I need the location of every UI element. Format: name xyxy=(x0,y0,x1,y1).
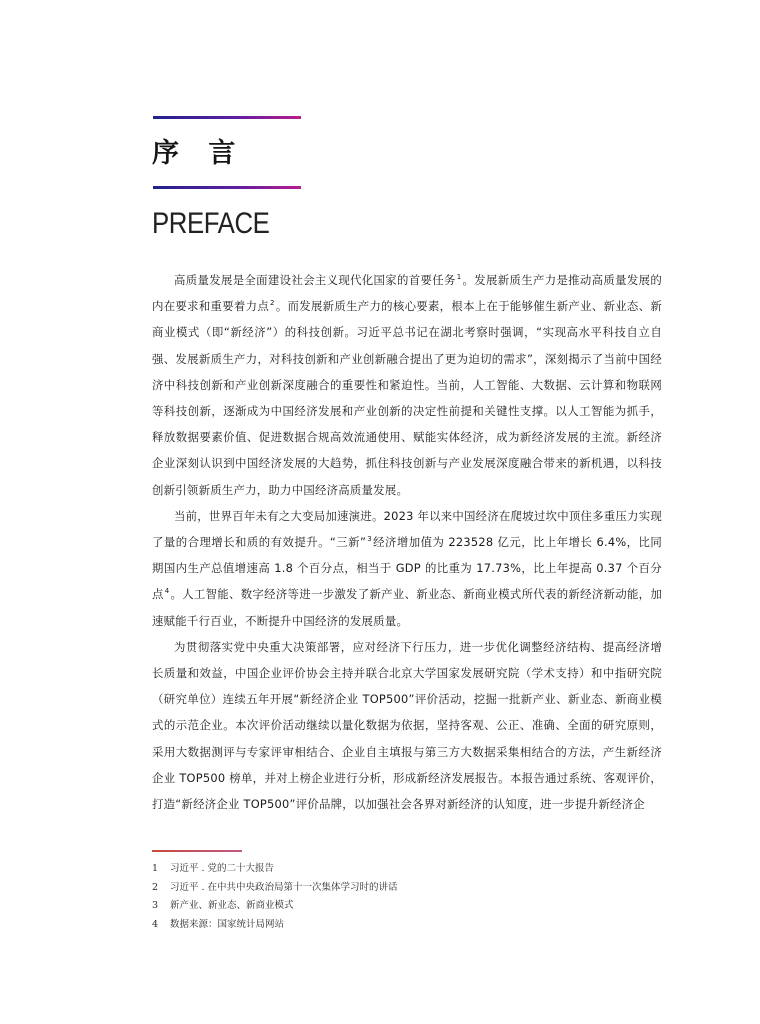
footnotes-list xyxy=(152,860,398,934)
footnote-number: 4 xyxy=(152,918,159,930)
paragraph-text: 。人工智能、数字经济等进一步激发了新产业、新业态、新商业模式所代表的新经济新动能，加速赋能千行百业，不断提升中国经济的发展质量。 xyxy=(152,587,662,628)
paragraph-text: 高质量发展是全面建设社会主义现代化国家的首要任务 xyxy=(174,273,456,287)
title-bottom-rule xyxy=(153,186,301,189)
footnote-item xyxy=(152,897,398,916)
paragraph-3 xyxy=(152,634,662,817)
paragraph-1 xyxy=(152,267,662,503)
footnote-divider xyxy=(152,850,242,852)
preface-body xyxy=(152,267,662,817)
footnote-item xyxy=(152,860,398,879)
footnote-number: 3 xyxy=(152,900,159,911)
footnote-number: 2 xyxy=(152,881,159,893)
paragraph-2 xyxy=(152,503,662,634)
footnote-text: 数据来源：国家统计局网站 xyxy=(170,918,285,930)
footnote-text: 习近平 . 党的二十大报告 xyxy=(170,863,275,874)
paragraph-text: 为贯彻落实党中央重大决策部署，应对经济下行压力，进一步优化调整经济结构、提高经济增长质量和效益，中国企业评价协会主持并联合北京大学国家发展研究院（学术支持）和中指研究院（研究单位）连续五年开展“新经济企业 TOP500”评价活动，挖掘一批新产业、新业态、新商业模式的示范企业。本次评价活动继续以量化数据为依据，坚持客观、公正、准确、全面的研究原则，采用大数据测评与专家评审相结合、企业自主填报与第三方大数据采集相结合的方法，产生新经济企业 TOP500 榜单，并对上榜企业进行分析，形成新经济发展报告。本报告通过系统、客观评价，打造“新经济企业 TOP500”评价品牌，以加强社会各界对新经济的认知度，进一步提升新经济企 xyxy=(152,639,662,812)
paragraph-text: 。发展新质生产力是推动高质量发展的内在要求和重要着力点 xyxy=(152,273,662,314)
paragraph-text: 当前，世界百年未有之大变局加速演进。2023 年以来中国经济在爬坡过坎中顶住多重压力实现了量的合理增长和质的有效提升。“三新” xyxy=(152,508,662,550)
paragraph-text: 。而发展新质生产力的核心要素，根本上在于能够催生新产业、新业态、新商业模式（即“新经济”）的科技创新。习近平总书记在湖北考察时强调，“实现高水平科技自立自强、发展新质生产力，对科技创新和产业创新融合提出了更为迫切的需求”，深刻揭示了当前中国经济中科技创新和产业创新深度融合的重要性和紧迫性。当前，人工智能、大数据、云计算和物联网等科技创新，逐渐成为中国经济发展和产业创新的决定性前提和关键性支撑。以人工智能为抓手，释放数据要素价值、促进数据合规高效流通使用、赋能实体经济，成为新经济发展的主流。新经济企业深刻认识到中国经济发展的大趋势，抓住科技创新与产业发展深度融合带来的新机遇，以科技创新引领新质生产力，助力中国经济高质量发展。 xyxy=(152,299,662,497)
page-title: 序 言 xyxy=(152,138,246,169)
footnote-marker: 1 xyxy=(456,273,462,281)
footnote-item xyxy=(152,916,398,935)
footnote-marker: 2 xyxy=(270,299,275,308)
footnote-marker: 4 xyxy=(164,587,170,596)
footnote-text: 新产业、新业态、新商业模式 xyxy=(170,900,294,911)
title-top-rule xyxy=(153,116,301,119)
footnote-number: 1 xyxy=(152,863,159,874)
footnote-marker: 3 xyxy=(367,535,372,544)
paragraph-text: 经济增加值为 223528 亿元，比上年增长 6.4%，比同期国内生产总值增速高 1.8 个百分点，相当于 GDP 的比重为 17.73%，比上年提高 0.37 个百分点 xyxy=(152,535,662,602)
footnote-text: 习近平 . 在中共中央政治局第十一次集体学习时的讲话 xyxy=(170,881,398,893)
footnote-item xyxy=(152,879,398,898)
page-subtitle: PREFACE xyxy=(152,207,270,240)
